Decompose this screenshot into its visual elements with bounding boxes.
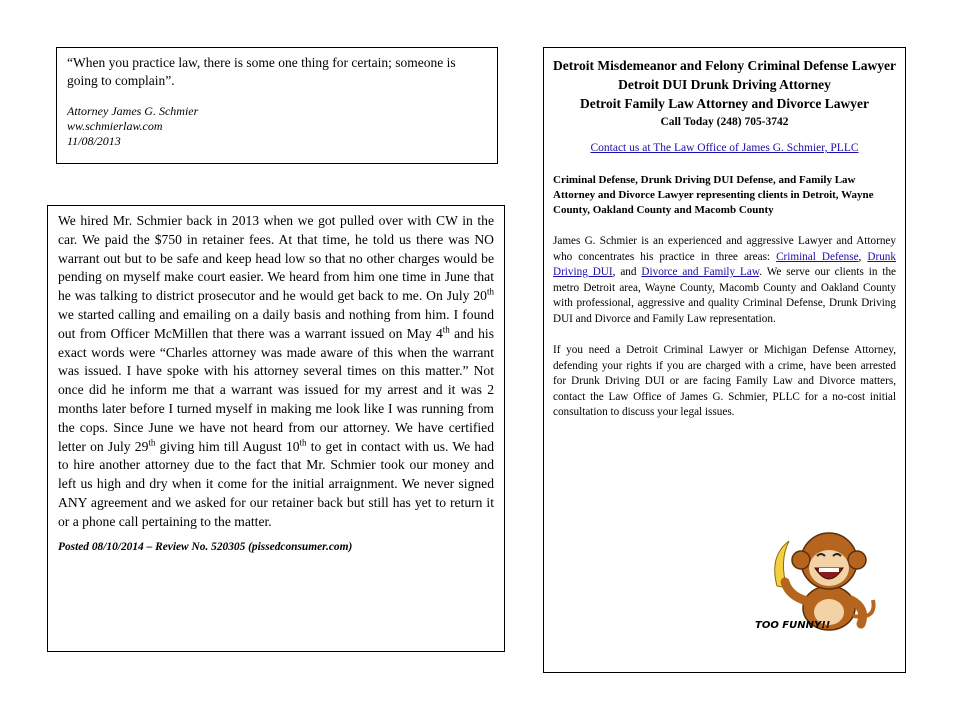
review-text: We hired Mr. Schmier back in 2013 when we got pulled over with CW in the car. We paid the $750 in retainer fees. At that time, he told us there was NO warrant out but to be safe and keep head low so that no other charges would be pending on myself make court easier. We heard from him one time in June that he was talking to district prosecutor and he would get back to me. On July 20th we started calling and emailing on a daily basis and nothing from him. I found out from Officer McMillen that there was a warrant issued on May 4th and his exact words were “Charles attorney was made aware of this when the warrant was issued. I have spoke with his attorney several times on this matter.” Not once did he inform me that a warrant was issued for my arrest and it was 2 months later before I turned myself in making me look like I was running from the cops. Since June we have not heard from our attorney. We have certified letter on July 29th giving him till August 10th to get in contact with us. We had to hire another attorney due to the fact that Mr. Schmier took our money and left us high and dry when it come for the initial arraignment. We never signed ANY agreement and we asked for our retainer back but still has yet to return it or a phone call pertaining to the matter. bbox=[58, 213, 495, 529]
quote-text: “When you practice law, there is some one thing for certain; someone is going to complain”. bbox=[67, 55, 456, 88]
ad-subheading: Criminal Defense, Drunk Driving DUI Defense, and Family Law Attorney and Divorce Lawyer representing clients in Detroit, Wayne County, Oakland County and Macomb County bbox=[553, 174, 874, 216]
ad-contact bbox=[553, 142, 896, 154]
ad-paragraph-1: James G. Schmier is an experienced and aggressive Lawyer and Attorney who concentrates his practice in three areas: Criminal Defense, Drunk Driving DUI, and Divorce and Family Law. We serve our clients in the metro Detroit area, Wayne County, Macomb County and Oakland County with professional, aggressive and quality Criminal Defense, Drunk Driving DUI and Divorce and Family Law representation. bbox=[553, 235, 897, 325]
quote-author: Attorney James G. Schmier bbox=[67, 104, 199, 118]
quote-attribution bbox=[67, 104, 487, 149]
too-funny-caption: TOO FUNNY!! bbox=[755, 620, 831, 631]
review-box bbox=[47, 205, 505, 652]
divorce-family-law-link[interactable]: Divorce and Family Law bbox=[641, 266, 760, 278]
lawyer-ad-box bbox=[543, 47, 906, 673]
ad-heading-dui: Detroit DUI Drunk Driving Attorney bbox=[618, 77, 831, 92]
contact-link[interactable]: Contact us at The Law Office of James G. Schmier, PLLC bbox=[590, 142, 859, 154]
ad-heading-family: Detroit Family Law Attorney and Divorce Lawyer bbox=[580, 96, 869, 111]
criminal-defense-link[interactable]: Criminal Defense bbox=[776, 250, 859, 263]
quote-box bbox=[56, 47, 498, 164]
ad-call-today: Call Today (248) 705-3742 bbox=[660, 116, 789, 128]
laughing-monkey-image bbox=[749, 516, 889, 646]
quote-website: ww.schmierlaw.com bbox=[67, 119, 163, 133]
review-posted-line: Posted 08/10/2014 – Review No. 520305 (pissedconsumer.com) bbox=[58, 540, 353, 553]
ad-heading-criminal: Detroit Misdemeanor and Felony Criminal Defense Lawyer bbox=[553, 58, 896, 73]
quote-date: 11/08/2013 bbox=[67, 134, 121, 148]
ad-paragraph-2: If you need a Detroit Criminal Lawyer or Michigan Defense Attorney, defending your rights if you are charged with a crime, have been arrested for Drunk Driving DUI or are facing Family Law and Divorce matters, contact the Law Office of James G. Schmier, PLLC for a no-cost initial consultation to discuss your legal issues. bbox=[553, 344, 896, 418]
drunk-driving-dui-link[interactable]: Drunk Driving DUI bbox=[553, 250, 896, 278]
